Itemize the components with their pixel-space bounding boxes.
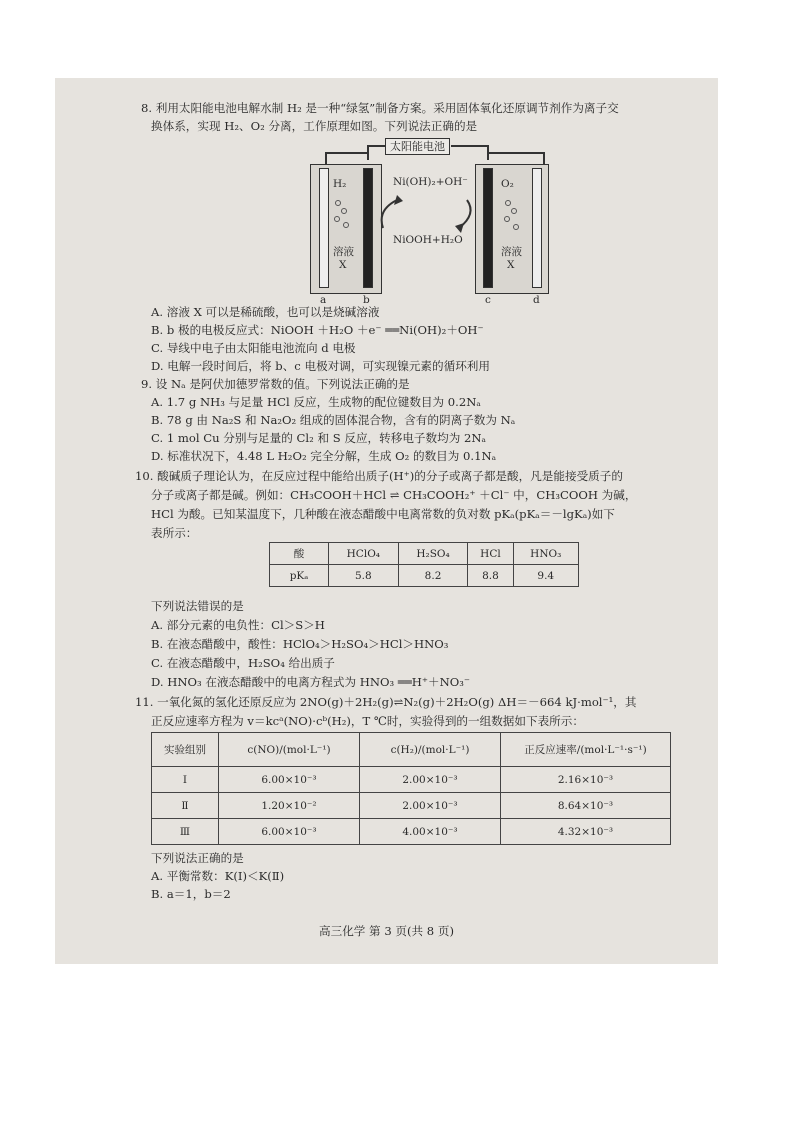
- electrode-c: [483, 168, 493, 288]
- rate-table-cell: 2.00×10⁻³: [360, 767, 501, 793]
- rate-table-cell: 2.16×10⁻³: [501, 767, 671, 793]
- wire-a: [325, 152, 367, 154]
- bubble: [334, 216, 340, 222]
- solution-left-label: 溶液: [333, 246, 354, 258]
- q9-stem: 9. 设 Nₐ 是阿伏加德罗常数的值。下列说法正确的是: [141, 377, 410, 391]
- bubble: [341, 208, 347, 214]
- q10-option-d: D. HNO₃ 在液态醋酸中的电离方程式为 HNO₃ ══H⁺＋NO₃⁻: [151, 675, 471, 689]
- rate-table-cell: 4.32×10⁻³: [501, 819, 671, 845]
- rate-table-cell: 6.00×10⁻³: [219, 819, 360, 845]
- rate-table: [151, 732, 671, 845]
- pka-table-cell: HClO₄: [329, 543, 399, 565]
- rate-table-cell: Ⅱ: [152, 793, 219, 819]
- q8-stem-line2: 换体系，实现 H₂、O₂ 分离，工作原理如图。下列说法正确的是: [151, 119, 478, 133]
- pka-table-cell: 8.8: [468, 565, 513, 587]
- solution-right-x: X: [507, 259, 515, 271]
- rate-table-header: c(H₂)/(mol·L⁻¹): [360, 733, 501, 767]
- bubble: [335, 200, 341, 206]
- bubble: [504, 216, 510, 222]
- q10-stem-line2: 分子或离子都是碱。例如：CH₃COOH＋HCl ⇌ CH₃COOH₂⁺ ＋Cl⁻ 中，CH₃COOH 为碱，: [151, 488, 637, 502]
- solution-right-label: 溶液: [501, 246, 522, 258]
- pka-table-header-pka: pKₐ: [270, 565, 329, 587]
- page-footer: 高三化学 第 3 页(共 8 页): [319, 924, 454, 938]
- q9-option-a: A. 1.7 g NH₃ 与足量 HCl 反应，生成物的配位键数目为 0.2Nₐ: [151, 395, 481, 409]
- q10-option-b: B. 在液态醋酸中，酸性：HClO₄＞H₂SO₄＞HCl＞HNO₃: [151, 637, 449, 651]
- o2-label: O₂: [501, 178, 514, 190]
- bubble: [513, 224, 519, 230]
- q10-option-a: A. 部分元素的电负性：Cl＞S＞H: [151, 618, 325, 632]
- electrolysis-diagram: [305, 138, 555, 308]
- q8-stem-line1: 8. 利用太阳能电池电解水制 H₂ 是一种“绿氢”制备方案。采用固体氧化还原调节剂作为离子交: [141, 101, 619, 115]
- h2-label: H₂: [333, 178, 347, 190]
- label-c: c: [485, 294, 491, 306]
- q10-stem-line3: HCl 为酸。已知某温度下，几种酸在液态醋酸中电离常数的负对数 pKₐ(pKₐ＝－lgKₐ)如下: [151, 507, 615, 521]
- q10-prompt: 下列说法错误的是: [151, 599, 244, 613]
- pka-table-cell: HNO₃: [513, 543, 579, 565]
- electrode-d: [532, 168, 542, 288]
- bubble: [343, 222, 349, 228]
- q10-stem-line1: 10. 酸碱质子理论认为，在反应过程中能给出质子(H⁺)的分子或离子都是酸，凡是能接受质子的: [135, 469, 623, 483]
- q8-option-d: D. 电解一段时间后，将 b、c 电极对调，可实现镍元素的循环利用: [151, 359, 490, 373]
- q11-stem-line2: 正反应速率方程为 v＝kcᵃ(NO)·cᵇ(H₂)，T ℃时，实验得到的一组数据如下表所示：: [151, 714, 584, 728]
- q9-option-d: D. 标准状况下，4.48 L H₂O₂ 完全分解，生成 O₂ 的数目为 0.1Nₐ: [151, 449, 497, 463]
- q8-option-b: B. b 极的电极反应式：NiOOH ＋H₂O ＋e⁻ ══Ni(OH)₂＋OH⁻: [151, 323, 484, 337]
- q11-prompt: 下列说法正确的是: [151, 851, 244, 865]
- label-b: b: [363, 294, 370, 306]
- bubble: [511, 208, 517, 214]
- rate-table-cell: Ⅲ: [152, 819, 219, 845]
- reaction-top: Ni(OH)₂+OH⁻: [393, 176, 468, 188]
- rate-table-header: 实验组别: [152, 733, 219, 767]
- q9-option-b: B. 78 g 由 Na₂S 和 Na₂O₂ 组成的固体混合物，含有的阴离子数为 Nₐ: [151, 413, 516, 427]
- exam-page: [55, 78, 718, 964]
- label-d: d: [533, 294, 540, 306]
- pka-table-cell: H₂SO₄: [398, 543, 468, 565]
- q10-stem-line4: 表所示：: [151, 526, 198, 540]
- rate-table-header: 正反应速率/(mol·L⁻¹·s⁻¹): [501, 733, 671, 767]
- bubble: [505, 200, 511, 206]
- reaction-bottom: NiOOH+H₂O: [393, 234, 463, 246]
- pka-table-cell: 5.8: [329, 565, 399, 587]
- q11-option-a: A. 平衡常数：K(Ⅰ)＜K(Ⅱ): [151, 869, 285, 883]
- pka-table: [269, 542, 579, 587]
- wire-d-down: [543, 152, 545, 164]
- wire-left-top: [367, 145, 385, 147]
- label-a: a: [320, 294, 327, 306]
- rate-table-cell: 1.20×10⁻²: [219, 793, 360, 819]
- rate-table-cell: 8.64×10⁻³: [501, 793, 671, 819]
- wire-a-down: [325, 152, 327, 164]
- pka-table-cell: 9.4: [513, 565, 579, 587]
- pka-table-cell: 8.2: [398, 565, 468, 587]
- rate-table-cell: 4.00×10⁻³: [360, 819, 501, 845]
- q8-option-c: C. 导线中电子由太阳能电池流向 d 电极: [151, 341, 356, 355]
- q9-option-c: C. 1 mol Cu 分别与足量的 Cl₂ 和 S 反应，转移电子数均为 2Nₐ: [151, 431, 486, 445]
- wire-right-top: [451, 145, 487, 147]
- solar-cell-label: 太阳能电池: [385, 138, 450, 155]
- rate-table-cell: 2.00×10⁻³: [360, 793, 501, 819]
- q10-option-c: C. 在液态醋酸中，H₂SO₄ 给出质子: [151, 656, 335, 670]
- q8-option-a: A. 溶液 X 可以是稀硫酸，也可以是烧碱溶液: [151, 305, 380, 319]
- wire-d: [488, 152, 543, 154]
- solution-left-x: X: [339, 259, 347, 271]
- q11-stem-line1: 11. 一氧化氮的氢化还原反应为 2NO(g)＋2H₂(g)⇌N₂(g)＋2H₂O(g) ΔH＝－664 kJ·mol⁻¹，其: [135, 695, 637, 709]
- rate-table-header: c(NO)/(mol·L⁻¹): [219, 733, 360, 767]
- cycle-arrows-icon: [371, 188, 481, 238]
- rate-table-cell: Ⅰ: [152, 767, 219, 793]
- electrode-a: [319, 168, 329, 288]
- pka-table-cell: HCl: [468, 543, 513, 565]
- wire-left-down: [367, 145, 369, 160]
- rate-table-cell: 6.00×10⁻³: [219, 767, 360, 793]
- pka-table-header-acid: 酸: [270, 543, 329, 565]
- q11-option-b: B. a＝1，b＝2: [151, 887, 231, 901]
